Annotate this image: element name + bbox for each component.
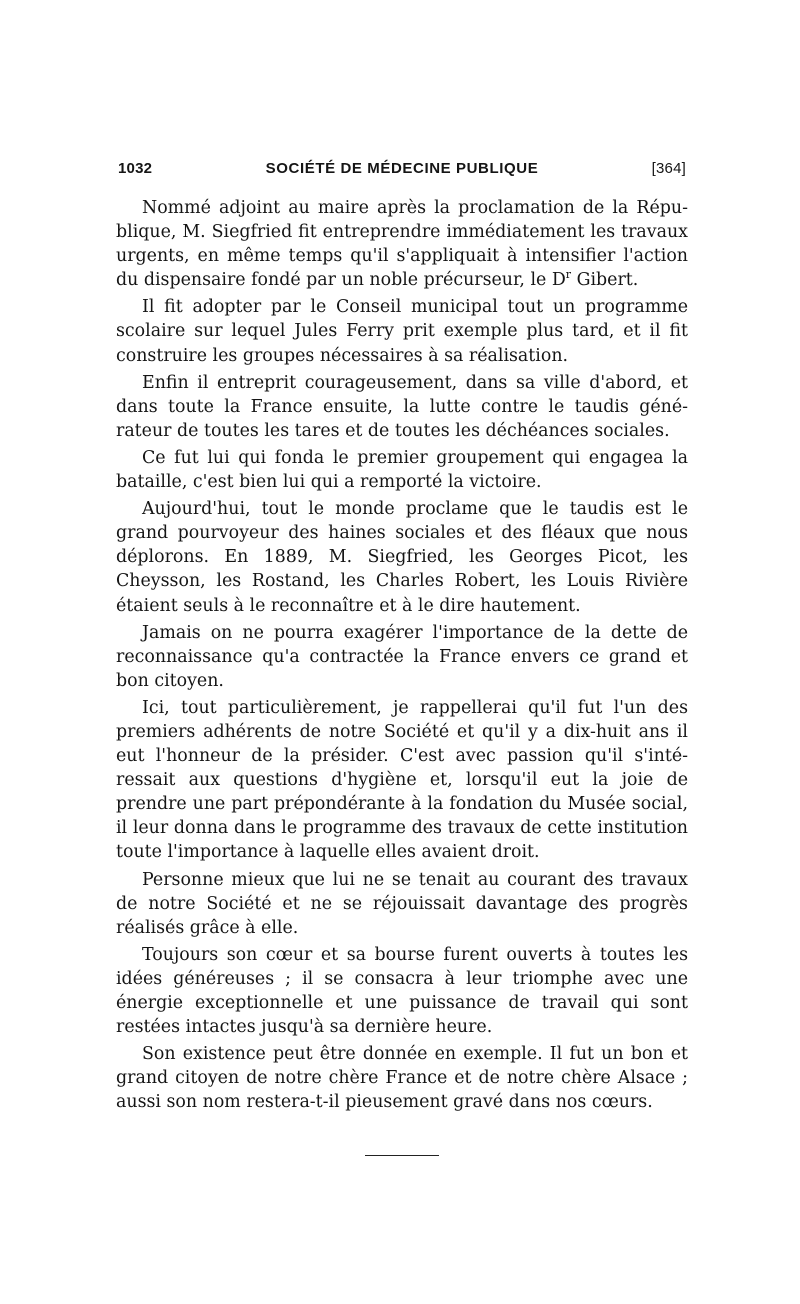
end-rule	[365, 1155, 439, 1156]
paragraph: Ce fut lui qui fonda le premier groupement qui engagea la bataille, c'est bien lui qui a remporté la victoire.	[116, 447, 688, 493]
paragraph: Nommé adjoint au maire après la proclamation de la République, M. Siegfried fit entreprendre immédiatement les travaux urgents, en même temps qu'il s'appliquait à intensifier l'action du dispensaire fondé par un noble précurseur, le $D^r$ Gibert.	[116, 198, 688, 291]
page-header	[118, 160, 686, 184]
paragraph: Son existence peut être donnée en exemple. Il fut un bon et grand citoyen de notre chère France et de notre chère Alsace ; aussi son nom restera-t-il pieusement gravé dans nos cœurs.	[116, 1044, 688, 1113]
paragraph: Aujourd'hui, tout le monde proclame que le taudis est le grand pourvoyeur des haines sociales et des fléaux que nous déplorons. En 1889, M. Siegfried, les Georges Picot, les Cheysson, les Rostand, les Charles Robert, les Louis Rivière étaient seuls à le reconnaître et à le dire hautement.	[116, 499, 688, 616]
paragraph: Il fit adopter par le Conseil municipal tout un programme scolaire sur lequel Jules Ferry prit exemple plus tard, et il fit construire les groupes nécessaires à sa réalisation.	[116, 297, 688, 366]
superscript: r	[565, 268, 572, 282]
body-text	[116, 196, 688, 1117]
paragraph: Ici, tout particulièrement, je rappellerai qu'il fut l'un des premiers adhérents de notre Société et qu'il y a dix-huit ans il eut l'honneur de la présider. C'est avec passion qu'il s'intéressait aux questions d'hygiène et, lorsqu'il eut la joie de prendre une part prépondérante à la fondation du Musée social, il leur donna dans le programme des travaux de cette institution toute l'importance à laquelle elles avaient droit.	[116, 697, 688, 863]
paragraph: Personne mieux que lui ne se tenait au courant des travaux de notre Société et ne se réjouissait davantage des progrès réalisés grâce à elle.	[116, 869, 688, 938]
paragraph: Jamais on ne pourra exagérer l'importance de la dette de reconnaissance qu'a contractée la France envers ce grand et bon citoyen.	[116, 622, 688, 691]
page-number: 1032	[118, 160, 153, 177]
paragraph: Enfin il entreprit courageusement, dans sa ville d'abord, et dans toute la France ensuite, la lutte contre le taudis générateur de toutes les tares et de toutes les déchéances sociales.	[116, 372, 688, 441]
paragraph: Toujours son cœur et sa bourse furent ouverts à toutes les idées généreuses ; il se consacra à leur triomphe avec une énergie exceptionnelle et une puissance de travail qui sont restées intactes jusqu'à sa dernière heure.	[116, 944, 688, 1038]
running-title: SOCIÉTÉ DE MÉDECINE PUBLIQUE	[265, 160, 539, 177]
section-reference: [364]	[651, 160, 686, 177]
